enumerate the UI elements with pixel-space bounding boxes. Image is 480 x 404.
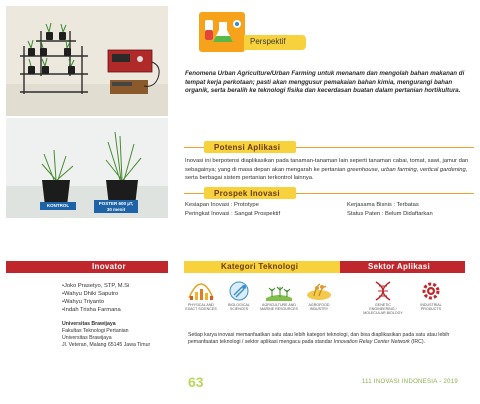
microscope-icon [224, 280, 254, 302]
page-number: 63 [188, 374, 204, 390]
institution [62, 321, 150, 349]
university-name: Universitas Brawijaya [62, 321, 116, 327]
status-paten: Status Paten : Belum Didaftarkan [347, 210, 433, 217]
potensi-text: Inovasi ini berpotensi diaplikasikan pada tanaman-tanaman lain seperti tanaman cabai, tomat, sawi, jamur dan sebagainya; yang di masa depan akan mengarah ke pertanian greenhouse, urban farming, vertical gardening, serta berbagai sistem pertanian terkontrol lainnya. [185, 158, 469, 181]
faculty-name: Fakultas Teknologi Pertanian [62, 328, 129, 334]
address: Jl. Veteran, Malang 65145 Jawa Timur [62, 342, 151, 348]
sektor-title: Sektor Aplikasi [368, 262, 431, 271]
peringkat-inovasi: Peringkat Inovasi : Sangat Prospektif [185, 210, 281, 217]
perspektif-title: Perspektif [250, 37, 286, 46]
footer-title: 111 INOVASI INDONESIA - 2019 [361, 379, 458, 385]
kategori-agriculture: AGRICULTURE AND MARINE RESOURCES [259, 280, 299, 311]
inovator-name: • Wahyu Triyanto [62, 298, 129, 306]
wheat-icon [304, 280, 334, 302]
dna-icon [368, 280, 398, 302]
photo-plant-comparison [6, 118, 168, 218]
kerjasama-bisnis: Kerjasama Bisnis : Terbatas [347, 202, 419, 208]
inovator-bar [6, 261, 168, 273]
sektor-genetic: GENETIC ENGINEERING / MOLECULAR BIOLOGY [363, 280, 403, 316]
kesiapan-inovasi: Kesiapan Inovasi : Prototype [185, 202, 259, 208]
caption-control: KONTROL [40, 202, 76, 210]
potensi-title: Potensi Aplikasi [214, 143, 281, 152]
kategori-agrofood: AGROFOOD INDUSTRY [299, 280, 339, 311]
sektor-industrial: INDUSTRIAL PRODUCTS [411, 280, 451, 311]
perspektif-text: Fenomena Urban Agriculture/Urban Farming untuk menanam dan mengolah bahan makanan di tempat kerja perkotaan; pasti akan menggusur pemakaian bahan kimia, mengurangi bahan organik, serta beralih ke teknologi fisika dan kecerdasan buatan dalam pertanian hortikultura. [185, 70, 465, 94]
prospek-title: Prospek Inovasi [214, 189, 280, 198]
kategori-title: Kategori Teknologi [221, 262, 299, 271]
kategori-physics: PHYSICAL AND EXACT SCIENCES [181, 280, 221, 311]
physics-icon [186, 280, 216, 302]
kategori-biological: BIOLOGICAL SCIENCES [219, 280, 259, 311]
inovator-name: • Indah Trisha Farmana [62, 306, 129, 314]
gear-icon [416, 280, 446, 302]
photo-vertical-farm [6, 6, 168, 116]
chemistry-icon [199, 12, 245, 52]
caption-poster: POSTER 600 µT, 30 menit [94, 200, 138, 213]
inovator-list [62, 282, 129, 314]
inovator-name: • Wahyu Dhiki Saputro [62, 290, 129, 298]
inovator-name: • Joko Prasetyo, STP, M.Si [62, 282, 129, 290]
inovator-title: Inovator [92, 262, 126, 271]
faculty-university: Universitas Brawijaya [62, 335, 112, 341]
farming-icon [264, 280, 294, 302]
kategori-note: Setiap karya inovasi memanfaatkan satu atau lebih kategori teknologi, dan bisa diaplikasikan pada satu atau lebih pemanfaatan teknologi / sektor aplikasi mengacu pada standar Innovation Relay Center Network (IRC). [188, 332, 450, 345]
